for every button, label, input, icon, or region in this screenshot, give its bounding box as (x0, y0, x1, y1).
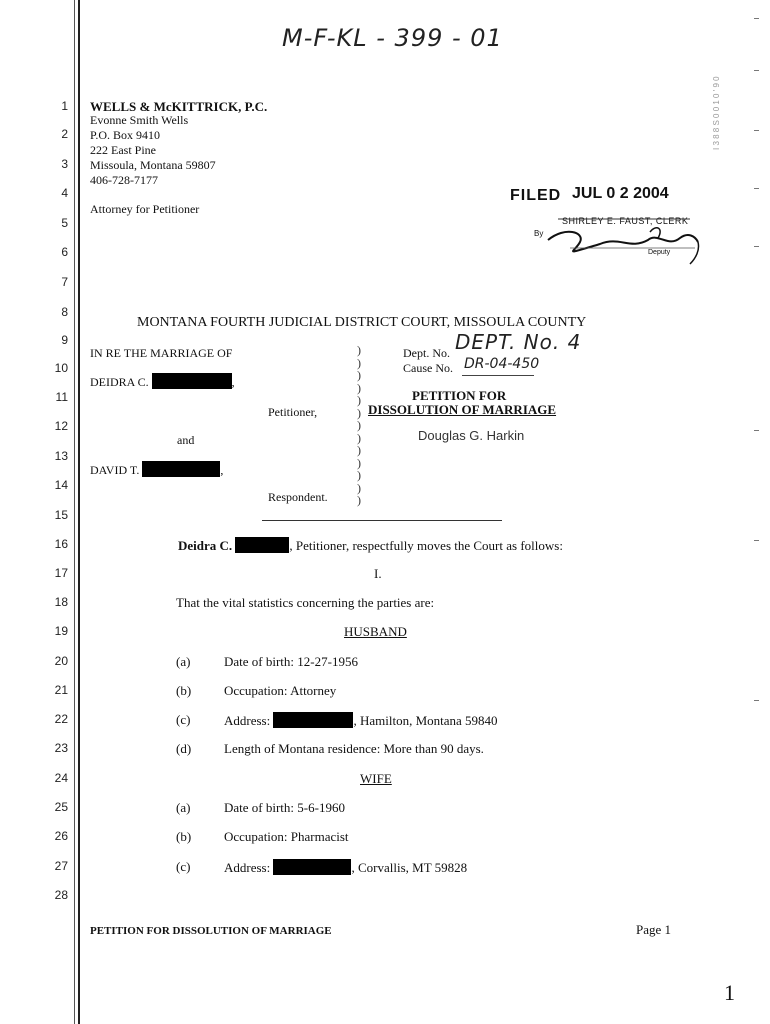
husband-heading: HUSBAND (344, 624, 407, 639)
intro-text: , Petitioner, respectfully moves the Court as follows: (289, 538, 563, 553)
left-margin-rule (78, 0, 80, 1024)
line-number: 13 (54, 449, 68, 463)
left-margin-rule-outer (74, 0, 75, 1024)
judge-name-stamp: Douglas G. Harkin (418, 428, 525, 443)
scan-mark (754, 430, 759, 431)
wife-address (224, 859, 467, 876)
line-number: 14 (54, 478, 68, 492)
side-stamp: I 3 8 8 S 0 0 1 0 ' 9 0 (712, 76, 721, 150)
wife-birth-date: Date of birth: 5-6-1960 (224, 800, 345, 815)
line-number: 23 (54, 741, 68, 755)
husband-item-letter: (b) (176, 683, 192, 698)
scan-mark (754, 130, 759, 131)
line-number: 19 (54, 624, 68, 638)
line-number: 4 (61, 186, 68, 200)
redaction-block (235, 537, 289, 553)
dept-value: DEPT. No. 4 (455, 330, 582, 354)
vital-statistics-intro: That the vital statistics concerning the parties are: (176, 595, 435, 610)
caption-bracket: ) ) ) ) ) ) ) ) ) ) ) ) ) (357, 343, 361, 507)
intro-paragraph (178, 537, 563, 554)
line-number: 18 (54, 595, 68, 609)
address-city: , Hamilton, Montana 59840 (353, 713, 498, 728)
line-number: 12 (54, 419, 68, 433)
husband-item-letter: (d) (176, 741, 192, 756)
scan-mark (754, 188, 759, 189)
attorney-role: Attorney for Petitioner (90, 202, 200, 216)
corner-page-mark: 1 (724, 980, 735, 1005)
redaction-block (142, 461, 220, 477)
line-number: 27 (54, 859, 68, 873)
court-heading: MONTANA FOURTH JUDICIAL DISTRICT COURT, MISSOULA COUNTY (137, 315, 587, 330)
line-number: 5 (61, 216, 68, 230)
dept-label: Dept. No. (403, 346, 450, 360)
handwritten-case-number: M-F-KL - 399 - 01 (282, 24, 503, 52)
line-number: 6 (61, 245, 68, 259)
scan-mark (754, 18, 759, 19)
wife-heading: WIFE (360, 771, 392, 786)
husband-occupation: Occupation: Attorney (224, 683, 337, 698)
attorney-po-box: P.O. Box 9410 (90, 128, 161, 142)
wife-item-letter: (a) (176, 800, 191, 815)
footer-page-number: Page 1 (636, 922, 672, 937)
caption-rule (262, 520, 502, 521)
caption-petitioner-name: DEIDRA C. , (90, 375, 235, 389)
cause-underline (462, 375, 534, 376)
line-number: 3 (61, 157, 68, 171)
line-number: 7 (61, 275, 68, 289)
petition-title-line2: DISSOLUTION OF MARRIAGE (368, 402, 557, 417)
line-number: 10 (54, 361, 68, 375)
line-number: 25 (54, 800, 68, 814)
line-number: 26 (54, 829, 68, 843)
husband-birth-date: Date of birth: 12-27-1956 (224, 654, 358, 669)
line-number: 15 (54, 508, 68, 522)
redaction-block (273, 859, 351, 875)
line-number: 11 (55, 390, 68, 404)
line-number: 8 (61, 305, 68, 319)
line-number: 2 (61, 127, 68, 141)
wife-occupation: Occupation: Pharmacist (224, 829, 349, 844)
husband-item-letter: (a) (176, 654, 191, 669)
wife-item-letter: (b) (176, 829, 192, 844)
caption-respondent-name: DAVID T. , (90, 463, 224, 477)
redaction-block (273, 712, 353, 728)
line-number: 9 (61, 333, 68, 347)
scan-mark (754, 70, 759, 71)
line-number: 22 (54, 712, 68, 726)
husband-item-letter: (c) (176, 712, 191, 727)
caption-petitioner-label: Petitioner, (268, 405, 318, 419)
wife-item-letter: (c) (176, 859, 191, 874)
line-number: 17 (54, 566, 68, 580)
respondent-first-name: DAVID T. (90, 463, 140, 477)
caption-and: and (177, 433, 195, 447)
husband-residence: Length of Montana residence: More than 90 days. (224, 741, 484, 756)
attorney-city: Missoula, Montana 59807 (90, 158, 216, 172)
attorney-phone: 406-728-7177 (90, 173, 158, 187)
line-number: 28 (54, 888, 68, 902)
scan-mark (754, 700, 759, 701)
section-number: I. (374, 566, 382, 581)
line-number: 24 (54, 771, 68, 785)
attorney-street: 222 East Pine (90, 143, 156, 157)
address-city: , Corvallis, MT 59828 (351, 860, 468, 875)
clerk-signature (530, 218, 705, 268)
filed-stamp-by: By (534, 229, 544, 238)
caption-respondent-label: Respondent. (268, 490, 328, 504)
scan-mark (754, 540, 759, 541)
petition-title-line1: PETITION FOR (412, 388, 507, 403)
intro-name: Deidra C. (178, 538, 233, 553)
redaction-block (152, 373, 232, 389)
filed-stamp-deputy: Deputy (648, 249, 671, 256)
filed-stamp-label: FILED (510, 187, 562, 204)
filed-stamp-clerk: SHIRLEY E. FAUST, CLERK (562, 216, 689, 226)
address-label: Address: (224, 713, 271, 728)
line-number: 16 (54, 537, 68, 551)
cause-label: Cause No. (403, 361, 453, 375)
address-label: Address: (224, 860, 271, 875)
firm-name: WELLS & McKITTRICK, P.C. (90, 99, 268, 114)
petitioner-first-name: DEIDRA C. (90, 375, 149, 389)
husband-address (224, 712, 498, 729)
line-number: 1 (61, 99, 68, 113)
cause-value: DR-04-450 (464, 356, 540, 372)
line-number: 20 (54, 654, 68, 668)
footer-title: PETITION FOR DISSOLUTION OF MARRIAGE (90, 925, 332, 937)
caption-in-re: IN RE THE MARRIAGE OF (90, 346, 233, 360)
scan-mark (754, 246, 759, 247)
filed-stamp-date: JUL 0 2 2004 (572, 185, 669, 202)
line-number: 21 (54, 683, 68, 697)
attorney-name: Evonne Smith Wells (90, 113, 189, 127)
